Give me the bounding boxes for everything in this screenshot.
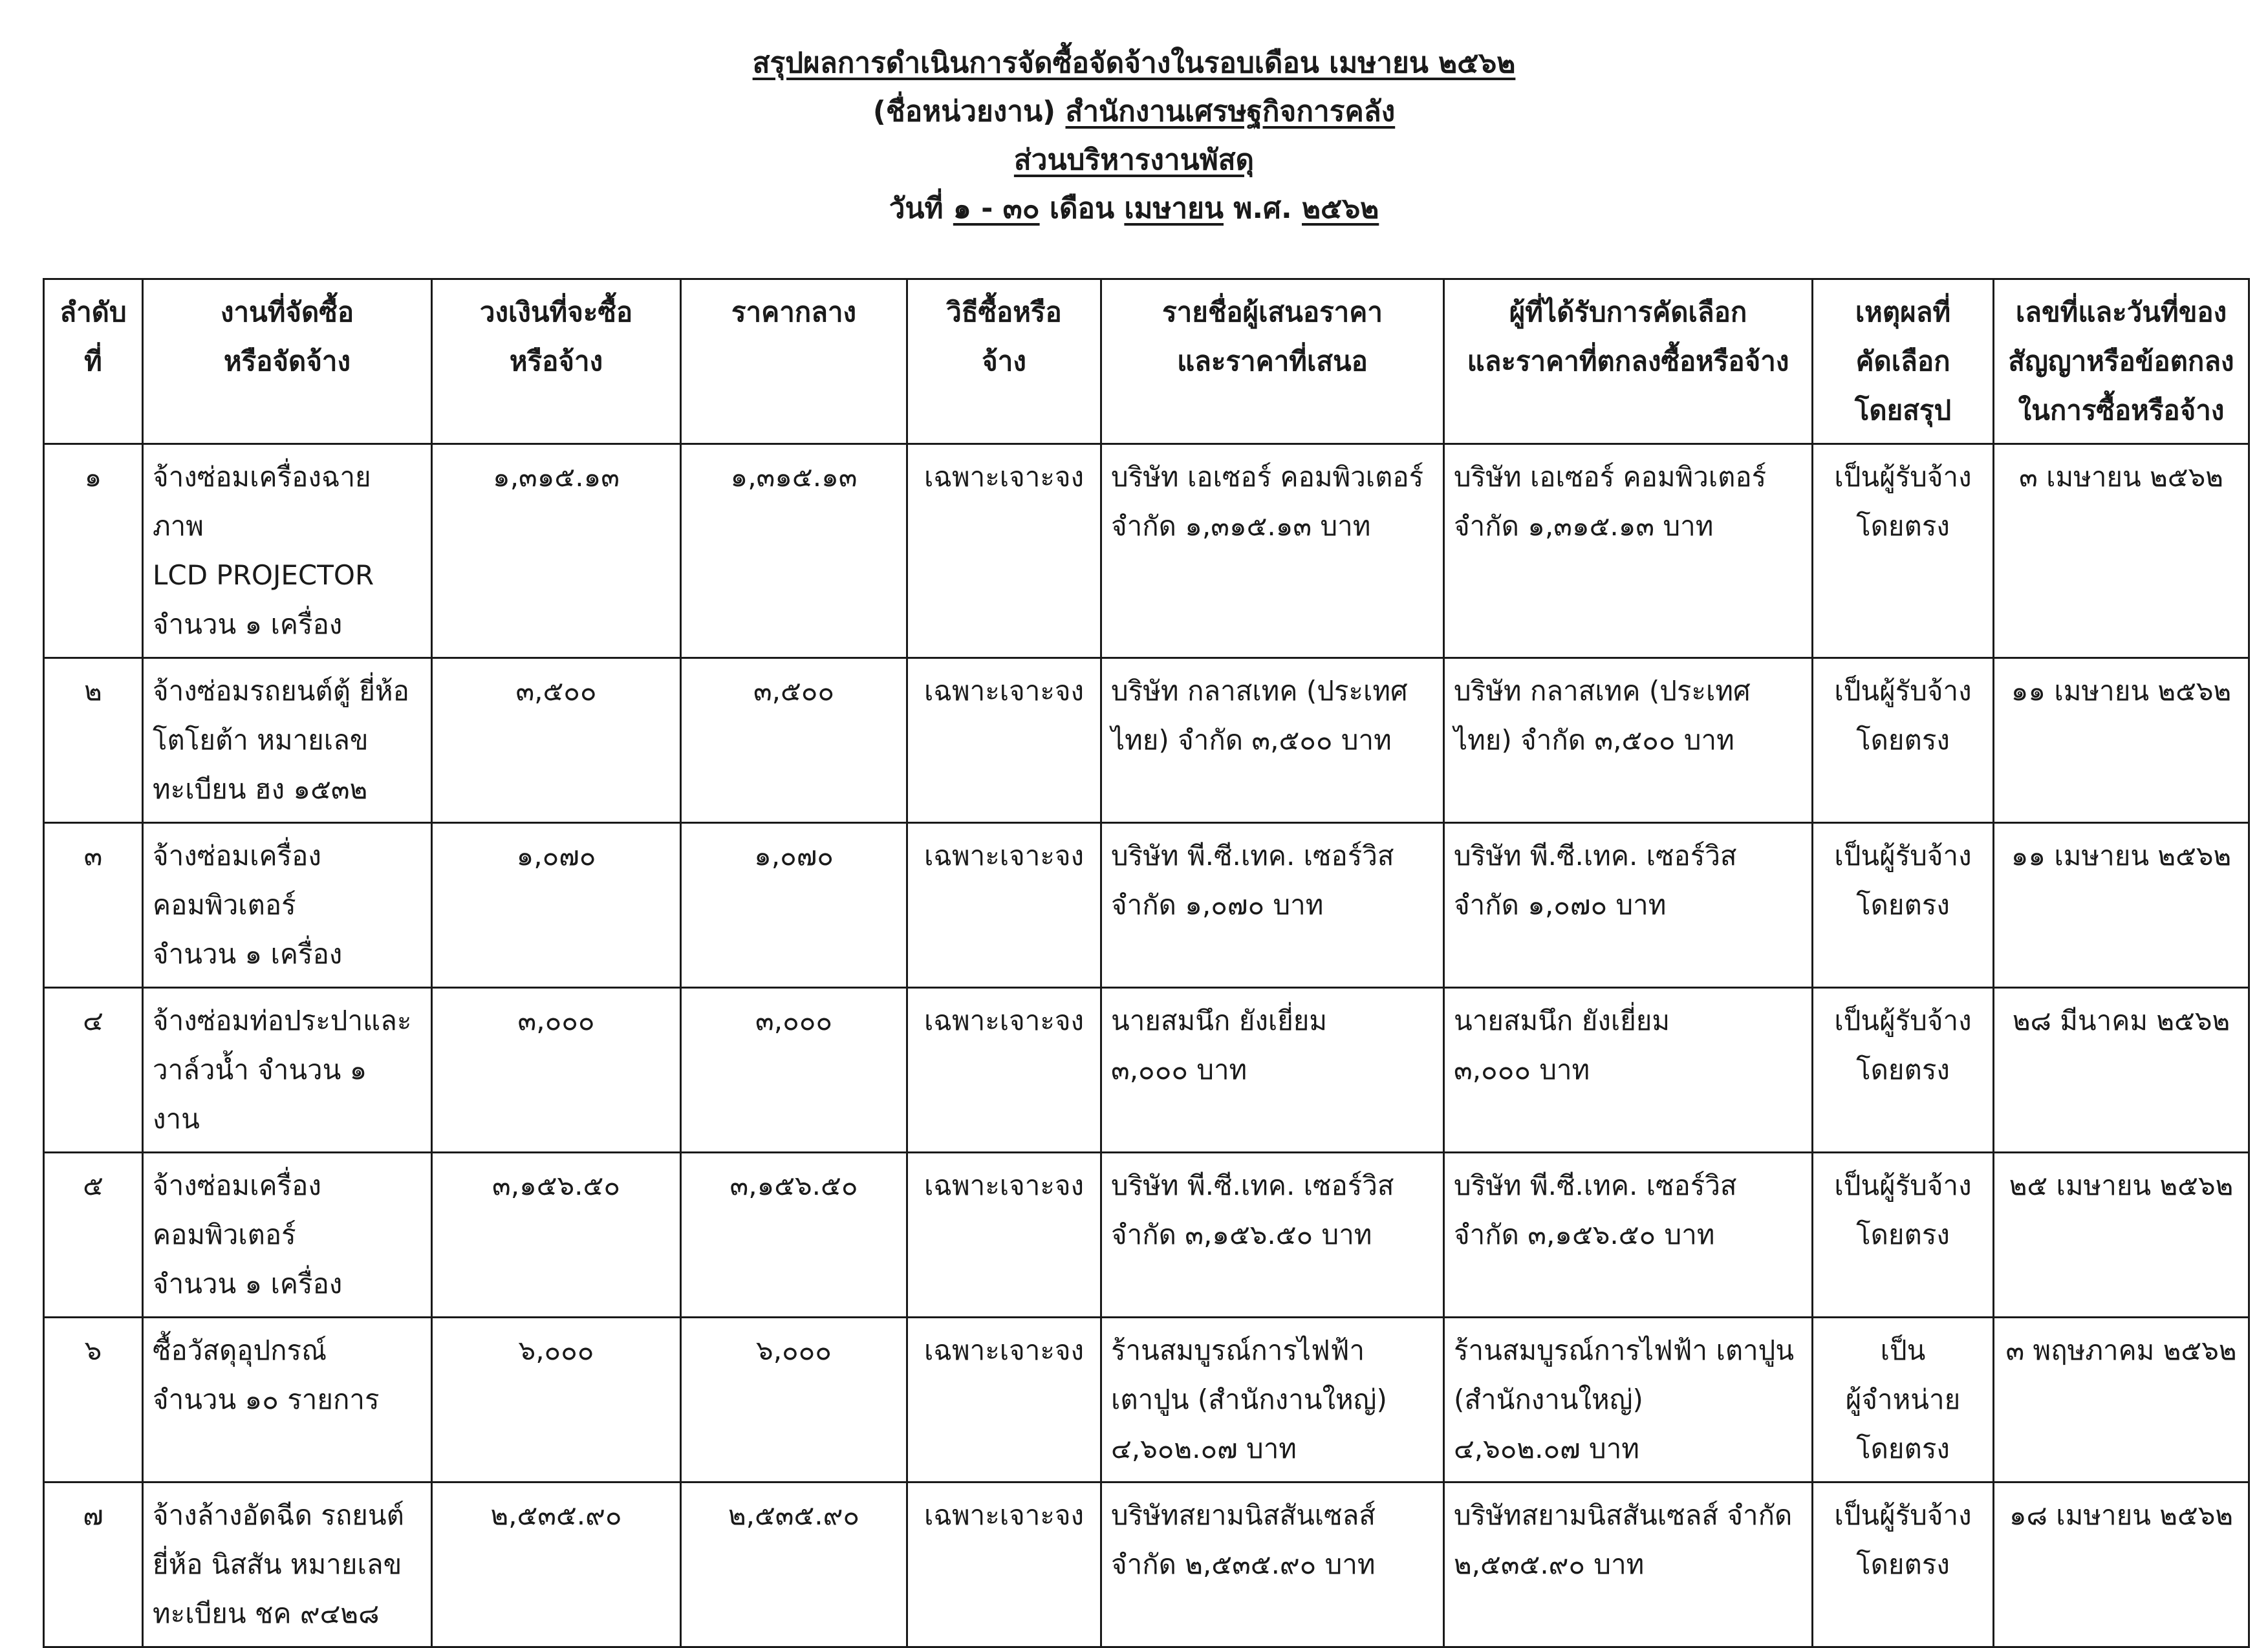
cell-no: ๔ [44, 988, 143, 1153]
cell-budget: ๓,๑๕๖.๕๐ [432, 1153, 681, 1318]
cell-work: จ้างล้างอัดฉีด รถยนต์ ยี่ห้อ นิสสัน หมายเลข ทะเบียน ชค ๙๔๒๘ [143, 1482, 432, 1647]
column-header-no: ลำดับ ที่ [44, 279, 143, 444]
header-month-label: เดือน [1049, 192, 1115, 225]
cell-no: ๕ [44, 1153, 143, 1318]
cell-method: เฉพาะเจาะจง [907, 444, 1101, 658]
cell-median-price: ๒,๕๓๕.๙๐ [681, 1482, 907, 1647]
cell-reason: เป็นผู้รับจ้าง โดยตรง [1813, 1153, 1994, 1318]
table-row [44, 988, 2249, 1153]
column-header-method: วิธีซื้อหรือ จ้าง [907, 279, 1101, 444]
cell-median-price: ๓,๕๐๐ [681, 658, 907, 823]
cell-reason: เป็นผู้รับจ้าง โดยตรง [1813, 823, 1994, 988]
cell-median-price: ๖,๐๐๐ [681, 1318, 907, 1482]
cell-work: จ้างซ่อมท่อประปาและ วาล์วน้ำ จำนวน ๑ งาน [143, 988, 432, 1153]
cell-budget: ๒,๕๓๕.๙๐ [432, 1482, 681, 1647]
table-row [44, 1318, 2249, 1482]
cell-median-price: ๑,๐๗๐ [681, 823, 907, 988]
cell-contract: ๓ เมษายน ๒๕๖๒ [1994, 444, 2249, 658]
document-header [0, 39, 2268, 233]
column-header-work: งานที่จัดซื้อ หรือจัดจ้าง [143, 279, 432, 444]
cell-budget: ๑,๐๗๐ [432, 823, 681, 988]
cell-no: ๓ [44, 823, 143, 988]
cell-method: เฉพาะเจาะจง [907, 1482, 1101, 1647]
cell-reason: เป็นผู้รับจ้าง โดยตรง [1813, 658, 1994, 823]
procurement-table [43, 278, 2250, 1648]
cell-median-price: ๑,๓๑๕.๑๓ [681, 444, 907, 658]
cell-bidders: บริษัท พี.ซี.เทค. เซอร์วิส จำกัด ๑,๐๗๐ บาท [1101, 823, 1444, 988]
cell-bidders: ร้านสมบูรณ์การไฟฟ้า เตาปูน (สำนักงานใหญ่) ๔,๖๐๒.๐๗ บาท [1101, 1318, 1444, 1482]
cell-bidders: บริษัท เอเซอร์ คอมพิวเตอร์ จำกัด ๑,๓๑๕.๑๓ บาท [1101, 444, 1444, 658]
header-agency-prefix: (ชื่อหน่วยงาน) [872, 95, 1056, 128]
table-header-row [44, 279, 2249, 444]
cell-no: ๗ [44, 1482, 143, 1647]
cell-bidders: บริษัทสยามนิสสันเซลส์ จำกัด ๒,๕๓๕.๙๐ บาท [1101, 1482, 1444, 1647]
header-date-label: วันที่ [889, 192, 944, 225]
cell-winner: บริษัท กลาสเทค (ประเทศ ไทย) จำกัด ๓,๕๐๐ บาท [1444, 658, 1813, 823]
header-date-range: ๑ - ๓๐ [953, 192, 1040, 225]
cell-no: ๖ [44, 1318, 143, 1482]
cell-contract: ๒๘ มีนาคม ๒๕๖๒ [1994, 988, 2249, 1153]
procurement-table-wrapper [43, 278, 2248, 1648]
column-header-reason: เหตุผลที่ คัดเลือก โดยสรุป [1813, 279, 1994, 444]
cell-work: จ้างซ่อมเครื่อง คอมพิวเตอร์ จำนวน ๑ เครื่อง [143, 1153, 432, 1318]
cell-budget: ๖,๐๐๐ [432, 1318, 681, 1482]
cell-method: เฉพาะเจาะจง [907, 1318, 1101, 1482]
cell-bidders: บริษัท กลาสเทค (ประเทศ ไทย) จำกัด ๓,๕๐๐ บาท [1101, 658, 1444, 823]
header-title [0, 39, 2268, 87]
cell-method: เฉพาะเจาะจง [907, 658, 1101, 823]
header-month: เมษายน [1124, 192, 1224, 225]
table-row [44, 658, 2249, 823]
cell-budget: ๓,๕๐๐ [432, 658, 681, 823]
cell-contract: ๑๑ เมษายน ๒๕๖๒ [1994, 658, 2249, 823]
cell-contract: ๒๕ เมษายน ๒๕๖๒ [1994, 1153, 2249, 1318]
cell-winner: บริษัท พี.ซี.เทค. เซอร์วิส จำกัด ๑,๐๗๐ บาท [1444, 823, 1813, 988]
cell-reason: เป็น ผู้จำหน่าย โดยตรง [1813, 1318, 1994, 1482]
header-division [0, 136, 2268, 184]
cell-winner: บริษัท เอเซอร์ คอมพิวเตอร์ จำกัด ๑,๓๑๕.๑๓ บาท [1444, 444, 1813, 658]
cell-reason: เป็นผู้รับจ้าง โดยตรง [1813, 988, 1994, 1153]
column-header-bidders: รายชื่อผู้เสนอราคา และราคาที่เสนอ [1101, 279, 1444, 444]
cell-work: ซื้อวัสดุอุปกรณ์ จำนวน ๑๐ รายการ [143, 1318, 432, 1482]
cell-work: จ้างซ่อมเครื่อง คอมพิวเตอร์ จำนวน ๑ เครื่อง [143, 823, 432, 988]
cell-winner: ร้านสมบูรณ์การไฟฟ้า เตาปูน (สำนักงานใหญ่) ๔,๖๐๒.๐๗ บาท [1444, 1318, 1813, 1482]
cell-work: จ้างซ่อมเครื่องฉายภาพ LCD PROJECTOR จำนวน ๑ เครื่อง [143, 444, 432, 658]
cell-median-price: ๓,๐๐๐ [681, 988, 907, 1153]
header-year-label: พ.ศ. [1233, 192, 1292, 225]
cell-work: จ้างซ่อมรถยนต์ตู้ ยี่ห้อ โตโยต้า หมายเลข ทะเบียน ฮง ๑๕๓๒ [143, 658, 432, 823]
cell-bidders: บริษัท พี.ซี.เทค. เซอร์วิส จำกัด ๓,๑๕๖.๕๐ บาท [1101, 1153, 1444, 1318]
cell-winner: บริษัท พี.ซี.เทค. เซอร์วิส จำกัด ๓,๑๕๖.๕๐ บาท [1444, 1153, 1813, 1318]
cell-no: ๒ [44, 658, 143, 823]
header-title-text: สรุปผลการดำเนินการจัดซื้อจัดจ้างในรอบเดือน เมษายน ๒๕๖๒ [752, 47, 1516, 80]
cell-method: เฉพาะเจาะจง [907, 1153, 1101, 1318]
table-row [44, 1482, 2249, 1647]
column-header-budget: วงเงินที่จะซื้อ หรือจ้าง [432, 279, 681, 444]
cell-winner: นายสมนึก ยังเยี่ยม ๓,๐๐๐ บาท [1444, 988, 1813, 1153]
table-row [44, 444, 2249, 658]
column-header-median-price: ราคากลาง [681, 279, 907, 444]
cell-contract: ๑๑ เมษายน ๒๕๖๒ [1994, 823, 2249, 988]
cell-reason: เป็นผู้รับจ้าง โดยตรง [1813, 1482, 1994, 1647]
cell-contract: ๑๘ เมษายน ๒๕๖๒ [1994, 1482, 2249, 1647]
header-agency-name: สำนักงานเศรษฐกิจการคลัง [1065, 95, 1396, 128]
cell-budget: ๓,๐๐๐ [432, 988, 681, 1153]
table-body [44, 444, 2249, 1647]
column-header-contract: เลขที่และวันที่ของ สัญญาหรือข้อตกลง ในการซื้อหรือจ้าง [1994, 279, 2249, 444]
header-year: ๒๕๖๒ [1302, 192, 1379, 225]
header-date [0, 184, 2268, 233]
header-agency [0, 87, 2268, 136]
cell-method: เฉพาะเจาะจง [907, 988, 1101, 1153]
table-row [44, 823, 2249, 988]
column-header-winner: ผู้ที่ได้รับการคัดเลือก และราคาที่ตกลงซื้อหรือจ้าง [1444, 279, 1813, 444]
cell-contract: ๓ พฤษภาคม ๒๕๖๒ [1994, 1318, 2249, 1482]
table-row [44, 1153, 2249, 1318]
cell-no: ๑ [44, 444, 143, 658]
header-division-name: ส่วนบริหารงานพัสดุ [1013, 144, 1255, 177]
cell-method: เฉพาะเจาะจง [907, 823, 1101, 988]
cell-winner: บริษัทสยามนิสสันเซลส์ จำกัด ๒,๕๓๕.๙๐ บาท [1444, 1482, 1813, 1647]
cell-bidders: นายสมนึก ยังเยี่ยม ๓,๐๐๐ บาท [1101, 988, 1444, 1153]
cell-reason: เป็นผู้รับจ้าง โดยตรง [1813, 444, 1994, 658]
cell-budget: ๑,๓๑๕.๑๓ [432, 444, 681, 658]
cell-median-price: ๓,๑๕๖.๕๐ [681, 1153, 907, 1318]
